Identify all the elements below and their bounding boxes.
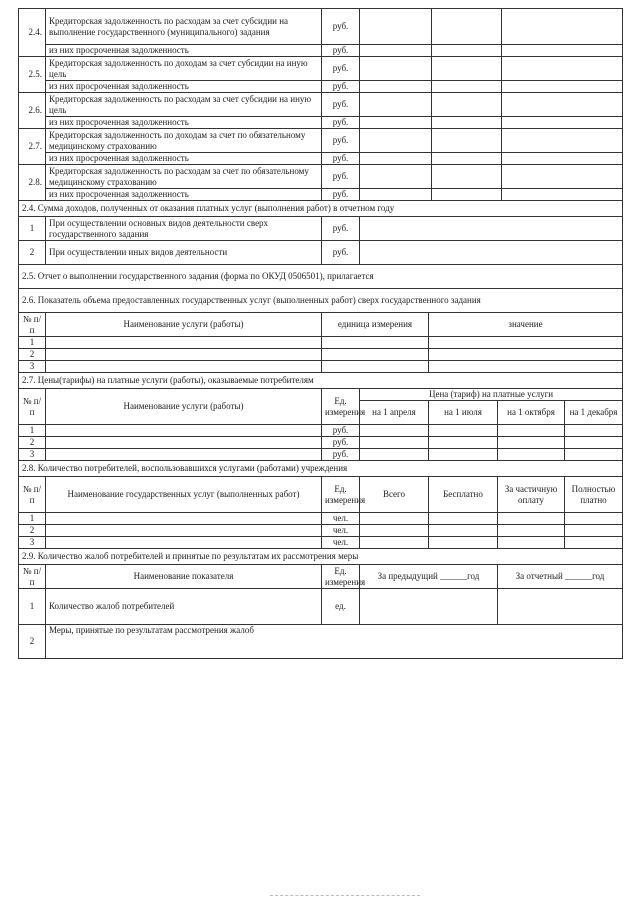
column-header: Наименование государственных услуг (выполненных работ) <box>46 477 322 513</box>
unit-cell: руб. <box>322 449 360 461</box>
column-header: на 1 апреля <box>360 401 429 425</box>
column-header: Цена (тариф) на платные услуги <box>360 389 623 401</box>
value-cell[interactable] <box>429 525 498 537</box>
unit-cell: руб. <box>322 217 360 241</box>
value-cell[interactable] <box>502 153 623 165</box>
page-footer-line <box>270 895 420 896</box>
row-number: 2.5. <box>19 57 46 93</box>
row-label: из них просроченная задолженность <box>46 81 322 93</box>
row-number: 1 <box>19 425 46 437</box>
table-row <box>19 361 623 373</box>
value-cell[interactable] <box>565 537 623 549</box>
table-row <box>19 153 623 165</box>
value-cell[interactable] <box>502 93 623 117</box>
unit-cell: руб. <box>322 45 360 57</box>
value-cell[interactable] <box>360 81 432 93</box>
unit-cell: ед. <box>322 589 360 625</box>
section-title: 2.7. Цены(тарифы) на платные услуги (работы), оказываемые потребителям <box>19 373 623 389</box>
row-number: 3 <box>19 449 46 461</box>
row-label: из них просроченная задолженность <box>46 117 322 129</box>
value-cell[interactable] <box>360 537 429 549</box>
column-header: на 1 июля <box>429 401 498 425</box>
row-label: Кредиторская задолженность по доходам за счет субсидии на иную цель <box>46 57 322 81</box>
table-row <box>19 589 623 625</box>
column-header: № п/п <box>19 389 46 425</box>
value-cell[interactable] <box>360 93 432 117</box>
table-row <box>19 45 623 57</box>
section-title: 2.8. Количество потребителей, воспользовавшихся услугами (работами) учреждения <box>19 461 623 477</box>
value-cell[interactable] <box>498 513 565 525</box>
row-label: При осуществлении основных видов деятельности сверх государственного задания <box>46 217 322 241</box>
table-row <box>19 217 623 241</box>
column-header: № п/п <box>19 477 46 513</box>
value-cell[interactable] <box>432 117 502 129</box>
column-header: Наименование показателя <box>46 565 322 589</box>
row-label: Количество жалоб потребителей <box>46 589 322 625</box>
value-cell[interactable] <box>565 437 623 449</box>
table-row <box>19 425 623 437</box>
value-cell[interactable] <box>322 337 429 349</box>
value-cell[interactable] <box>429 537 498 549</box>
table-row <box>19 265 623 289</box>
services-volume-table <box>18 288 623 373</box>
table-row <box>19 81 623 93</box>
value-cell[interactable] <box>502 129 623 153</box>
column-header: Всего <box>360 477 429 513</box>
column-header: Наименование услуги (работы) <box>46 313 322 337</box>
table-row <box>19 537 623 549</box>
table-row <box>19 241 623 265</box>
table-row <box>19 349 623 361</box>
table-row <box>19 549 623 565</box>
row-number: 1 <box>19 217 46 241</box>
value-cell[interactable] <box>322 349 429 361</box>
value-cell[interactable] <box>432 153 502 165</box>
table-row <box>19 437 623 449</box>
table-row <box>19 625 623 659</box>
table-row <box>19 201 623 217</box>
row-number: 2 <box>19 437 46 449</box>
row-number: 1 <box>19 513 46 525</box>
value-cell[interactable] <box>46 361 322 373</box>
row-label: Кредиторская задолженность по расходам за счет по обязательному медицинскому страхованию <box>46 165 322 189</box>
value-cell[interactable] <box>498 449 565 461</box>
unit-cell: чел. <box>322 537 360 549</box>
column-header: Полностью платно <box>565 477 623 513</box>
value-cell[interactable] <box>432 45 502 57</box>
report-form <box>18 8 622 659</box>
row-number: 3 <box>19 361 46 373</box>
row-number: 2 <box>19 241 46 265</box>
table-header-row <box>19 477 623 513</box>
section-title: 2.9. Количество жалоб потребителей и принятые по результатам их рассмотрения меры <box>19 549 623 565</box>
table-row <box>19 165 623 189</box>
unit-cell: чел. <box>322 513 360 525</box>
row-label: Кредиторская задолженность по расходам за счет субсидии на иную цель <box>46 93 322 117</box>
value-cell[interactable] <box>46 525 322 537</box>
column-header: на 1 декабря <box>565 401 623 425</box>
value-cell[interactable] <box>360 513 429 525</box>
value-cell[interactable] <box>46 337 322 349</box>
table-row <box>19 449 623 461</box>
value-cell[interactable] <box>360 57 432 81</box>
table-row <box>19 461 623 477</box>
value-cell[interactable] <box>322 361 429 373</box>
value-cell[interactable] <box>565 449 623 461</box>
value-cell[interactable] <box>360 525 429 537</box>
paid-services-income-table <box>18 200 623 289</box>
value-cell[interactable] <box>432 81 502 93</box>
value-cell[interactable] <box>429 425 498 437</box>
section-title: 2.4. Сумма доходов, полученных от оказания платных услуг (выполнения работ) в отчетном году <box>19 201 623 217</box>
value-cell[interactable] <box>360 241 623 265</box>
value-cell[interactable] <box>360 437 429 449</box>
table-row <box>19 373 623 389</box>
unit-cell: руб. <box>322 117 360 129</box>
row-label: из них просроченная задолженность <box>46 153 322 165</box>
value-cell[interactable] <box>360 189 432 201</box>
unit-cell: чел. <box>322 525 360 537</box>
value-cell[interactable] <box>565 425 623 437</box>
table-row <box>19 117 623 129</box>
value-cell[interactable] <box>360 425 429 437</box>
value-cell[interactable] <box>502 81 623 93</box>
row-number: 2 <box>19 525 46 537</box>
row-number: 2.8. <box>19 165 46 201</box>
value-cell[interactable] <box>502 165 623 189</box>
value-cell[interactable] <box>502 9 623 45</box>
column-header: За частичную оплату <box>498 477 565 513</box>
creditor-debt-table <box>18 8 623 201</box>
value-cell[interactable] <box>360 217 623 241</box>
unit-cell: руб. <box>322 57 360 81</box>
column-header: № п/п <box>19 565 46 589</box>
column-header: Бесплатно <box>429 477 498 513</box>
value-cell[interactable] <box>360 129 432 153</box>
value-cell[interactable] <box>432 9 502 45</box>
column-header: Наименование услуги (работы) <box>46 389 322 425</box>
value-cell[interactable] <box>46 437 322 449</box>
value-cell[interactable] <box>46 425 322 437</box>
value-cell[interactable] <box>46 513 322 525</box>
value-cell[interactable] <box>429 513 498 525</box>
value-cell[interactable] <box>46 449 322 461</box>
row-label[interactable]: Меры, принятые по результатам рассмотрения жалоб <box>46 625 623 659</box>
complaints-table <box>18 548 623 659</box>
row-label: Кредиторская задолженность по доходам за счет по обязательному медицинскому страхованию <box>46 129 322 153</box>
value-cell[interactable] <box>46 537 322 549</box>
column-header: За отчетный ______год <box>498 565 623 589</box>
table-row <box>19 9 623 45</box>
unit-cell: руб. <box>322 165 360 189</box>
column-header: единица измерения <box>322 313 429 337</box>
column-header: значение <box>429 313 623 337</box>
value-cell[interactable] <box>432 129 502 153</box>
value-cell[interactable] <box>360 117 432 129</box>
value-cell[interactable] <box>565 513 623 525</box>
row-label: Кредиторская задолженность по расходам за счет субсидии на выполнение государственного (муниципального) задания <box>46 9 322 45</box>
value-cell[interactable] <box>502 57 623 81</box>
table-row <box>19 513 623 525</box>
unit-cell: руб. <box>322 129 360 153</box>
value-cell[interactable] <box>46 349 322 361</box>
value-cell[interactable] <box>429 337 623 349</box>
unit-cell: руб. <box>322 153 360 165</box>
unit-cell: руб. <box>322 81 360 93</box>
value-cell[interactable] <box>429 449 498 461</box>
value-cell[interactable] <box>502 189 623 201</box>
column-header: № п/п <box>19 313 46 337</box>
row-number: 2.6. <box>19 93 46 129</box>
section-title: 2.5. Отчет о выполнении государственного задания (форма по ОКУД 0506501), прилагается <box>19 265 623 289</box>
table-header-row <box>19 313 623 337</box>
row-label: При осуществлении иных видов деятельности <box>46 241 322 265</box>
unit-cell: руб. <box>322 241 360 265</box>
row-number: 1 <box>19 337 46 349</box>
value-cell[interactable] <box>360 165 432 189</box>
row-number: 2.7. <box>19 129 46 165</box>
value-cell[interactable] <box>360 449 429 461</box>
row-number: 3 <box>19 537 46 549</box>
value-cell[interactable] <box>502 117 623 129</box>
unit-cell: руб. <box>322 9 360 45</box>
value-cell[interactable] <box>498 537 565 549</box>
value-cell[interactable] <box>360 153 432 165</box>
value-cell[interactable] <box>432 189 502 201</box>
value-cell[interactable] <box>432 57 502 81</box>
column-header: Ед. измерения <box>322 565 360 589</box>
value-cell[interactable] <box>498 525 565 537</box>
row-label: из них просроченная задолженность <box>46 189 322 201</box>
table-row <box>19 525 623 537</box>
column-header: Ед. измерения <box>322 389 360 425</box>
row-label: из них просроченная задолженность <box>46 45 322 57</box>
unit-cell: руб. <box>322 437 360 449</box>
column-header: Ед. измерения <box>322 477 360 513</box>
table-row <box>19 289 623 313</box>
table-header-row <box>19 565 623 589</box>
value-cell[interactable] <box>360 589 498 625</box>
row-number: 1 <box>19 589 46 625</box>
table-row <box>19 93 623 117</box>
section-title: 2.6. Показатель объема предоставленных государственных услуг (выполненных работ) сверх государственного задания <box>19 289 623 313</box>
value-cell[interactable] <box>429 361 623 373</box>
value-cell[interactable] <box>360 45 432 57</box>
value-cell[interactable] <box>498 437 565 449</box>
row-number: 2.4. <box>19 9 46 57</box>
table-row <box>19 129 623 153</box>
table-header-row <box>19 389 623 401</box>
column-header: За предыдущий ______год <box>360 565 498 589</box>
value-cell[interactable] <box>432 93 502 117</box>
unit-cell: руб. <box>322 189 360 201</box>
value-cell[interactable] <box>498 589 623 625</box>
consumers-table <box>18 460 623 549</box>
value-cell[interactable] <box>498 425 565 437</box>
unit-cell: руб. <box>322 93 360 117</box>
value-cell[interactable] <box>502 45 623 57</box>
table-row <box>19 57 623 81</box>
value-cell[interactable] <box>429 349 623 361</box>
table-row <box>19 337 623 349</box>
value-cell[interactable] <box>429 437 498 449</box>
row-number: 2 <box>19 349 46 361</box>
value-cell[interactable] <box>360 9 432 45</box>
row-number: 2 <box>19 625 46 659</box>
value-cell[interactable] <box>565 525 623 537</box>
prices-table <box>18 372 623 461</box>
column-header: на 1 октября <box>498 401 565 425</box>
value-cell[interactable] <box>432 165 502 189</box>
unit-cell: руб. <box>322 425 360 437</box>
table-row <box>19 189 623 201</box>
